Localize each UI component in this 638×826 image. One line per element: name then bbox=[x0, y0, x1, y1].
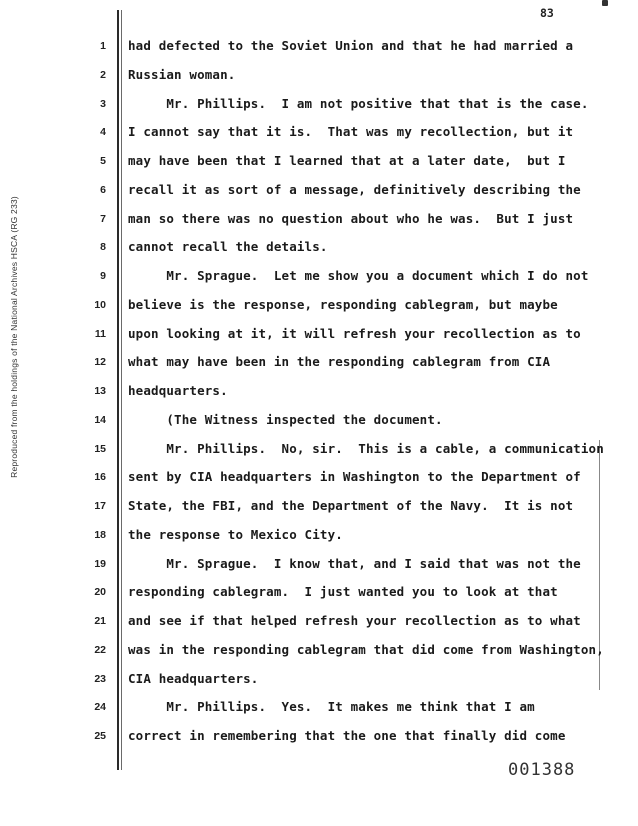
transcript-line: Mr. Phillips. Yes. It makes me think that I am bbox=[128, 699, 535, 715]
line-number: 18 bbox=[94, 528, 106, 541]
transcript-line: Mr. Phillips. No, sir. This is a cable, a communication bbox=[128, 440, 604, 456]
line-number: 15 bbox=[94, 442, 106, 455]
line-number: 21 bbox=[94, 615, 106, 627]
line-number: 24 bbox=[94, 701, 106, 714]
line-number: 1 bbox=[100, 40, 106, 52]
line-number: 7 bbox=[100, 212, 106, 225]
transcript-line: CIA headquarters. bbox=[128, 670, 259, 686]
transcript-line: upon looking at it, it will refresh your recollection as to bbox=[128, 325, 581, 341]
line-number: 20 bbox=[94, 586, 106, 599]
line-number: 6 bbox=[100, 183, 106, 196]
transcript-line: believe is the response, responding cablegram, but maybe bbox=[128, 296, 558, 312]
transcript-line: the response to Mexico City. bbox=[128, 526, 343, 542]
line-number: 19 bbox=[94, 557, 106, 570]
line-number: 14 bbox=[94, 413, 106, 426]
line-number: 9 bbox=[100, 270, 106, 282]
line-number: 12 bbox=[94, 356, 106, 369]
line-number: 17 bbox=[94, 500, 106, 512]
line-number: 16 bbox=[94, 471, 106, 484]
line-number: 23 bbox=[94, 672, 106, 685]
line-number: 8 bbox=[100, 241, 106, 254]
transcript-line: headquarters. bbox=[128, 383, 228, 398]
transcript-line: had defected to the Soviet Union and that he had married a bbox=[128, 38, 574, 53]
transcript-line: man so there was no question about who he was. But I just bbox=[128, 210, 574, 226]
page-number: 83 bbox=[540, 6, 554, 20]
transcript-line: responding cablegram. I just wanted you to look at that bbox=[128, 584, 558, 600]
transcript-line: Russian woman. bbox=[128, 66, 236, 82]
left-margin-rule bbox=[117, 10, 119, 770]
transcript-line: I cannot say that it is. That was my recollection, but it bbox=[128, 124, 574, 140]
transcript-line: sent by CIA headquarters in Washington to the Department of bbox=[128, 469, 581, 485]
transcript-line: recall it as sort of a message, definitively describing the bbox=[128, 181, 581, 197]
transcript-line: may have been that I learned that at a later date, but I bbox=[128, 153, 566, 168]
transcript-line: Mr. Phillips. I am not positive that that is the case. bbox=[128, 95, 589, 111]
document-stamp: 001388 bbox=[508, 760, 576, 780]
line-number: 10 bbox=[94, 298, 106, 311]
transcript-line: and see if that helped refresh your recollection as to what bbox=[128, 613, 581, 628]
transcript-line: State, the FBI, and the Department of the Navy. It is not bbox=[128, 498, 574, 513]
line-number: 25 bbox=[94, 730, 106, 742]
line-number: 2 bbox=[100, 68, 106, 81]
line-number: 11 bbox=[94, 327, 106, 340]
transcript-line: (The Witness inspected the document. bbox=[128, 411, 443, 427]
transcript-line: cannot recall the details. bbox=[128, 239, 328, 255]
transcript-line: Mr. Sprague. I know that, and I said that was not the bbox=[128, 555, 581, 571]
transcript-line: was in the responding cablegram that did come from Washington, bbox=[128, 641, 604, 657]
corner-mark bbox=[602, 0, 608, 6]
line-number: 13 bbox=[94, 385, 106, 397]
transcript-line: Mr. Sprague. Let me show you a document which I do not bbox=[128, 268, 589, 283]
line-number: 3 bbox=[100, 97, 106, 110]
line-number: 4 bbox=[100, 126, 106, 139]
transcript-line: correct in remembering that the one that finally did come bbox=[128, 728, 566, 743]
left-margin-rule-inner bbox=[121, 10, 122, 770]
line-number: 5 bbox=[100, 155, 106, 167]
archive-side-note: Reproduced from the holdings of the National Archives HSCA (RG 233) bbox=[9, 196, 19, 478]
line-number: 22 bbox=[94, 643, 106, 656]
transcript-line: what may have been in the responding cablegram from CIA bbox=[128, 354, 551, 370]
